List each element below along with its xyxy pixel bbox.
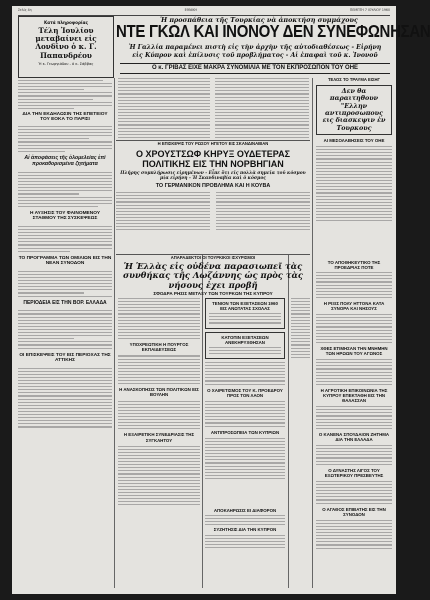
right-head-2: Η ΡΙΞΙΣ ΠΟΛΥ ΗΤΤΟΝΑ ΚΑΤΑ ΣΥΝΟΡΑ ΚΑΙ ΝΗΣΟΥΣ [323, 300, 385, 312]
story2-kicker: ΑΠΑΡΑΔΕΚΤΟΙ ΟΙ ΤΟΥΡΚΙΚΟΙ ΙΣΧΥΡΙΣΜΟΙ [170, 255, 256, 260]
left-column [18, 80, 112, 590]
subhead-line-1: Ἡ Γαλλία παραμένει πιστὴ εἰς τὴν ἀρχὴν τῆς αὐτοδιαθέσεως - Εἰρήνη [128, 44, 382, 51]
center-box-2 [205, 332, 285, 359]
left-notice-box [18, 16, 114, 78]
story2-head [116, 256, 310, 296]
paper-name: ΕΘΝΙΚΗ [184, 8, 197, 12]
center-lower [205, 506, 285, 590]
story1-block [116, 142, 310, 254]
bottom-right-head-2: Ο ΔΥΝΑΣΤΗΣ ΛΙΓΟΣ ΤΟΥ ΕΞΩΤΕΡΙΚΟΥ ΠΡΕΣΒΕΥΤΗΣ [324, 467, 384, 478]
right-head-3: ΧΘΕΣ ΕΤΙΜΗΣΑΝ ΤΗΝ ΜΝΗΜΗΝ ΤΩΝ ΗΡΩΩΝ ΤΟΥ ΑΓΩΝΟΣ [320, 346, 388, 357]
masthead-bar [18, 8, 390, 16]
center-head-7: ΣΥΖΗΤΗΣΙΣ ΔΙΑ ΤΗΝ ΚΥΠΡΟΝ [213, 527, 277, 533]
main-banner: Ο κ. ΓΡΙΒΑΣ ΕΙΧΕ ΜΑΚΡΑ ΣΥΝΟΜΙΛΙΑ ΜΕ ΤΟΝ ΕΚΠΡΟΣΩΠΟΝ ΤΟΥ ΟΗΕ [120, 63, 390, 74]
column-rule-5 [312, 254, 313, 588]
column-rule-4 [312, 78, 313, 254]
center-col-1 [118, 298, 200, 590]
right-box-sub: ΑΙ ΜΕΣΟΛΑΒΗΣΕΙΣ ΤΟΥ ΟΗΕ [323, 137, 385, 143]
left-notice-label: Κατά πληροφορίας [43, 20, 89, 25]
story2-title: Ἡ Ἑλλὰς εἰς οὐδένα παρασιωπεῖ τὰς συνθήκας τῆς Λωζάννης ὡς πρὸς τὰς νήσους ἐχει προβῆ [122, 260, 304, 290]
left-head-6: ΟΙ ΕΠΙΣΚΕΨΕΙΣ ΤΟΥ ΕΙΣ ΠΕΡΙΟΧΑΣ ΤΗΣ ΑΤΤΙΚΗΣ [19, 352, 111, 364]
right-head-4: Η ΑΓΡΟΤΙΚΗ ΕΠΙΚΟΙΝΩΝΙΑ ΤΗΣ ΚΥΠΡΟΥ ΕΠΕΚΤΑΘΗ ΕΙΣ ΤΗΝ ΘΑΛΑΣΣΑΝ [320, 388, 388, 404]
column-rule-3 [288, 254, 289, 588]
column-rule-2 [202, 254, 203, 588]
right-top-column [316, 78, 392, 254]
story1-deck: Πλήρης συμπλήρωσις εἰρημένων - Εἶπε ὅτι εἰς πολλὰ σημεῖα τοῦ κόσμου μία εἰρήνη - Ἡ Σκανδιναβία καὶ ὁ κόσμος [120, 170, 306, 181]
story1-title: Ο ΧΡΟΥΣΤΣΩΦ ΚΗΡΥΞ ΟΥΔΕΤΕΡΑΣ ΠΟΛΙΤΙΚΗΣ ΕΙΣ ΤΗΝ ΝΟΡΒΗΓΙΑΝ [135, 148, 291, 169]
center-box-1 [205, 298, 285, 329]
page-number: Σελίς 4η [18, 8, 32, 12]
center-head-3: Η ΕΞΑΙΡΕΤΙΚΗ ΣΥΝΕΔΡΙΑΣΙΣ ΤΗΣ ΣΥΓΚΛΗΤΟΥ [123, 432, 195, 443]
narrow-col [291, 298, 310, 590]
main-headline: ΝΤΕ ΓΚΩΛ ΚΑΙ ΙΝΟΝΟΥ ΔΕΝ ΣΥΝΕΦΩΝΗΣΑΝ [116, 21, 430, 42]
center-head-6: ΑΠΟΚΛΗΡΩΣΙΣ ΕΙ ΔΙΑΦΟΡΟΝ [213, 508, 277, 513]
left-head-4: ΤΟ ΠΡΟΓΡΑΜΜΑ ΤΩΝ ΟΜΙΛΙΩΝ ΕΙΣ ΤΗΝ ΝΕΑΝ ΣΥΝΟΔΟΝ [18, 255, 112, 267]
spacer-2 [242, 298, 243, 299]
bottom-right-head-1: Ο ΚΑΝΕΝΑ ΣΠΟΥΔΑΙΟΝ ΖΗΤΗΜΑ ΔΙΑ ΤΗΝ ΕΛΛΑΔΑ [318, 431, 390, 442]
left-notice-title: Τέλη Ἰουλίου μεταβαίνει εἰς Λονδῖνο ὁ κ. Γ. Παπανδρέου [35, 26, 97, 60]
right-head-1: ΤΟ ΑΠΟΘΗΚΕΥΤΙΚΟ ΤΗΣ ΠΡΟΕΔΡΙΑΣ ΠΟΤΕ [327, 260, 381, 271]
left-head-3: Η ΑΥΞΗΣΙΣ ΤΟΥ ΦΑΙΝΟΜΕΝΟΥ ΣΤΑΘΜΟΥ ΤΗΣ ΣΥΣΚΕΨΕΩΣ [29, 210, 101, 222]
story1-kicker: Η ΕΠΙΣΚΕΨΙΣ ΤΟΥ ΡΩΣΟΥ ΗΓΕΤΟΥ ΕΙΣ ΣΚΑΝΔΙΝΑΒΙΑΝ [157, 141, 269, 146]
center-head-5: ΑΝΤΙΠΡΟΣΩΠΕΙΑ ΤΩΝ ΚΥΠΡΙΩΝ [210, 429, 280, 435]
main-kicker: Ἡ προσπάθεια τῆς Τουρκίας νὰ ἀποκτήση συμμάχους [160, 16, 358, 24]
center-head-4: Ο ΧΑΙΡΕΤΙΣΜΟΣ ΤΟΥ Κ. ΠΡΟΕΔΡΟΥ ΠΡΟΣ ΤΟΝ ΛΑΟΝ [207, 387, 283, 398]
bottom-right-head-3: Ο ΑΓΑΘΟΣ ΕΠΙΒΑΤΗΣ ΕΙΣ ΤΗΝ ΣΥΝΟΔΟΝ [322, 506, 386, 517]
right-column [316, 258, 392, 590]
center-box-2-text: ΚΑΤΟΠΙΝ ΕΞΕΤΑΣΕΩΝ ΑΝΕΚΗΡΥΧΘΗΣΑΝ [221, 334, 269, 345]
left-head-1: ΔΙΑ ΤΗΝ ΕΚΔΗΛΩΣΙΝ ΤΗΣ ΕΠΕΤΕΙΟΥ ΤΟΥ ΕΟΚΑ ΤΟ ΠΑΡΙΣΙ [22, 111, 108, 123]
center-head-2: Η ΑΝΑΣΚΟΠΗΣΙΣ ΤΩΝ ΠΟΛΙΤΙΚΩΝ ΕΙΣ ΒΟΥΛΗΝ [119, 387, 199, 398]
main-subhead [124, 44, 386, 59]
right-box [316, 85, 392, 135]
story2-deck: ΣΦΟΔΡΑ ΡΗΣΙΣ ΜΕΤΑΞΥ ΤΩΝ ΤΟΥΡΚΩΝ ΤΗΣ ΚΥΠΡΟΥ [153, 291, 273, 297]
newspaper-page [12, 6, 430, 594]
story1-sub: ΤΟ ΓΕΡΜΑΝΙΚΟΝ ΠΡΟΒΛΗΜΑ ΚΑΙ Η ΚΟΥΒΑ [155, 182, 271, 189]
right-box-title: Δεν θα παραιτηθουν "Ελλην αντιπροσωπους εις διασκεψιν ἐν Τουρκους [322, 86, 386, 132]
center-head-1: ΥΠΟΧΡΕΩΤΙΚΗ Η ΠΟΥΡΓΟΣ ΕΚΠΑΙΔΕΥΣΕΩΣ [129, 342, 189, 353]
column-rule-1 [114, 78, 115, 588]
center-box-1-text: ΤΕΝΙΟΝ ΤΩΝ ΕΞΕΤΑΣΕΩΝ 1960 ΕΙΣ ΑΝΩΤΑΤΑΣ ΣΧΟΛΑΣ [212, 301, 278, 312]
left-head-2: Αἱ ἀποφάσεις τῆς ὁλομελείας ἐπὶ προκαθορισμένα ζητήματα [24, 154, 106, 167]
left-notice-note: Ἡ κ. Γεωργιάδου - ὁ κ. Σάββας [38, 61, 94, 66]
subhead-line-2: εἰς Κύπρον καὶ ἐπίλυσις τοῦ προβλήματος - Αἱ ἐπαφαὶ τοῦ κ. Ἰνονοῦ [132, 51, 378, 59]
left-head-5: ΠΕΡΙΟΔΕΙΑ ΕΙΣ ΤΗΝ ΒΟΡ. ΕΛΛΑΔΑ [23, 299, 107, 306]
issue-date: ΠΕΜΠΤΗ 7 ΙΟΥΛΙΟΥ 1960 [349, 8, 390, 12]
right-box-label: ΤΕΛΟΣ ΤΟ ΤΡΑΥΜΑ ΕΙΣΗΓ [327, 77, 381, 82]
